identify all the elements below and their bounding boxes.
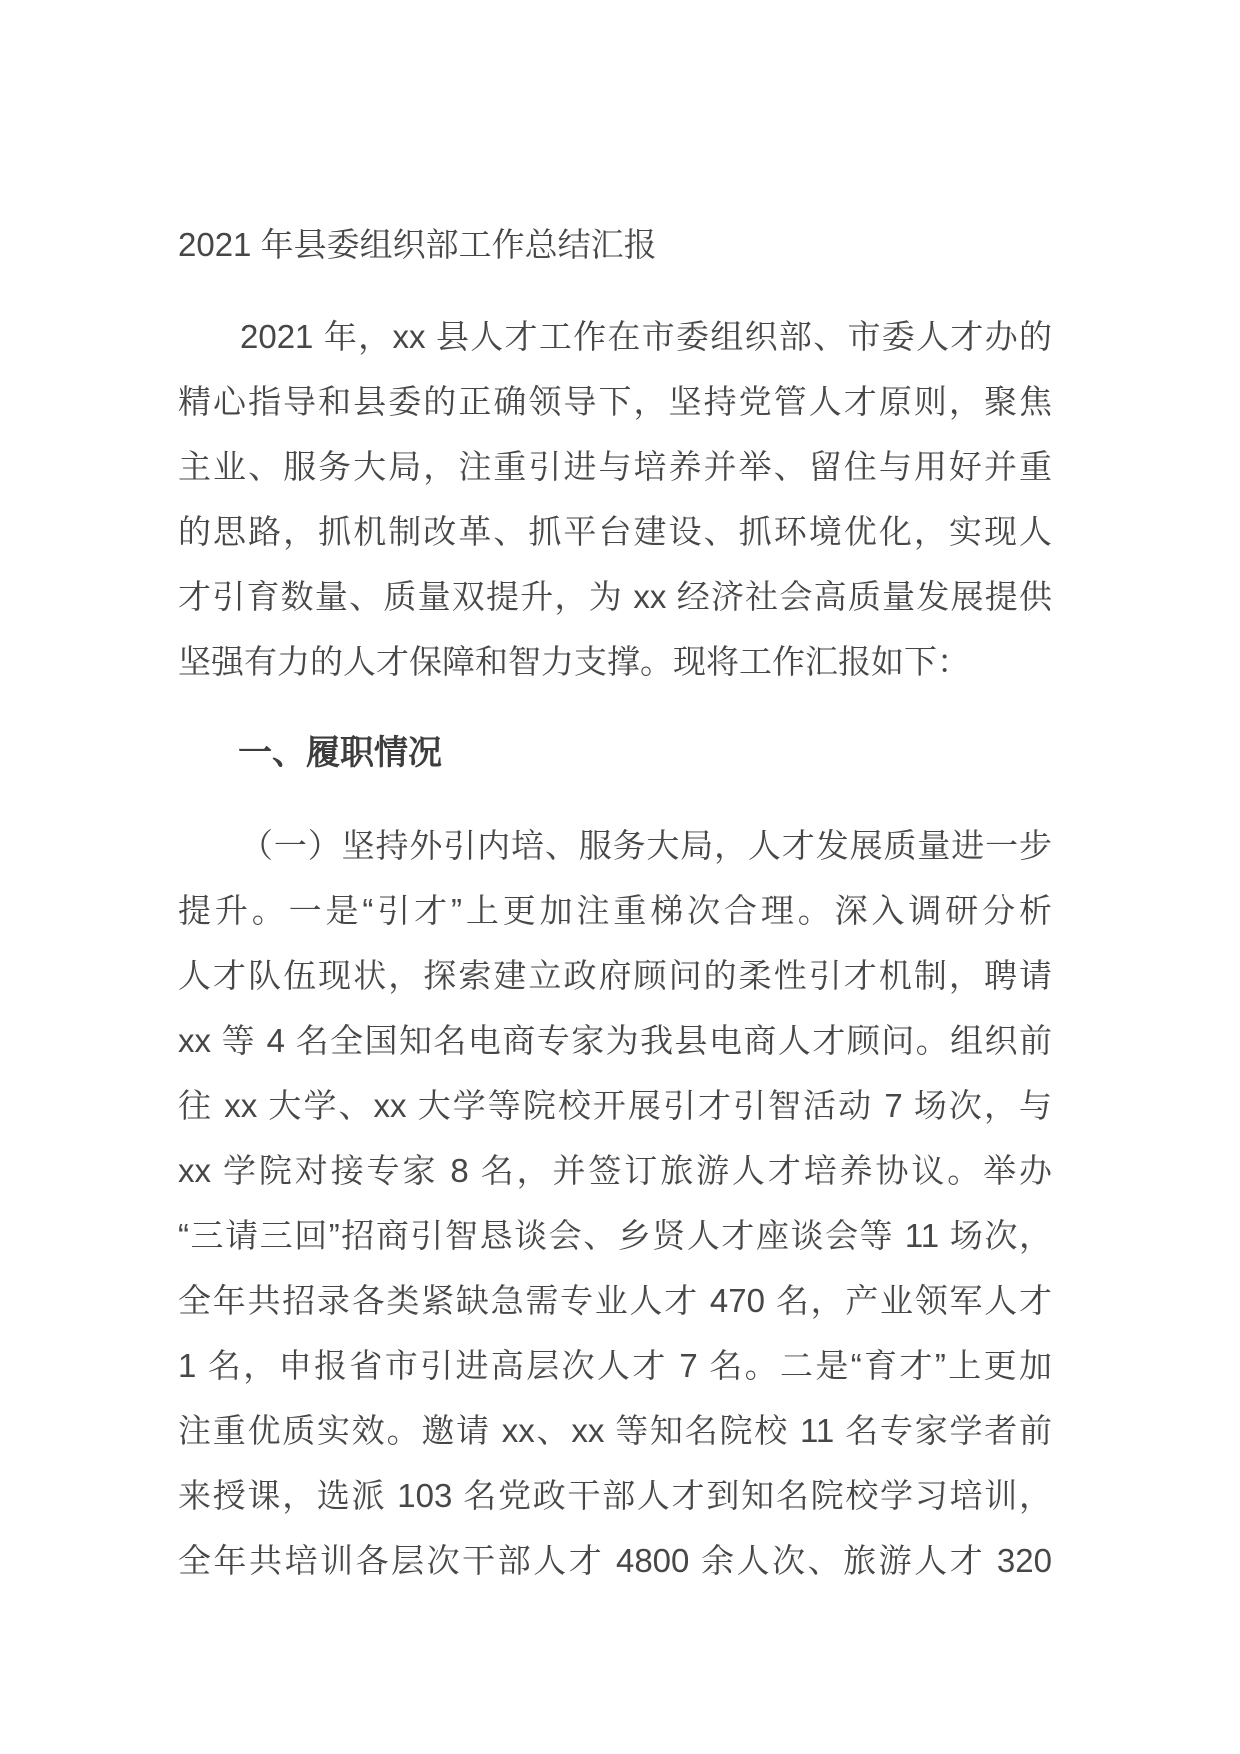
text-line: 才引育数量、质量双提升，为 xx 经济社会高质量发展提供 [178,578,1052,615]
paragraph [178,813,1052,1593]
text-line: 注重优质实效。邀请 xx、xx 等知名院校 11 名专家学者前 [178,1412,1052,1449]
text-line: “三请三回”招商引智恳谈会、乡贤人才座谈会等 11 场次， [178,1217,1052,1254]
text-line: 来授课，选派 103 名党政干部人才到知名院校学习培训， [178,1477,1052,1514]
text-line: 2021 年，xx 县人才工作在市委组织部、市委人才办的 [240,318,1052,355]
section-heading: 一、履职情况 [238,734,442,772]
text-line: （一）坚持外引内培、服务大局，人才发展质量进一步 [240,827,1052,864]
text-line: 人才队伍现状，探索建立政府顾问的柔性引才机制，聘请 [178,957,1052,994]
text-line: 主业、服务大局，注重引进与培养并举、留住与用好并重 [178,448,1052,485]
text-line: 的思路，抓机制改革、抓平台建设、抓环境优化，实现人 [178,513,1052,550]
document-title: 2021 年县委组织部工作总结汇报 [178,226,657,263]
document-body [178,304,1052,1593]
text-line: 全年共招录各类紧缺急需专业人才 470 名，产业领军人才 [178,1282,1052,1319]
text-line: 往 xx 大学、xx 大学等院校开展引才引智活动 7 场次，与 [178,1087,1052,1124]
text-line: xx 学院对接专家 8 名，并签订旅游人才培养协议。举办 [178,1152,1052,1189]
text-line: 精心指导和县委的正确领导下，坚持党管人才原则，聚焦 [178,383,1052,420]
text-line: 1 名，申报省市引进高层次人才 7 名。二是“育才”上更加 [178,1347,1052,1384]
text-line: 全年共培训各层次干部人才 4800 余人次、旅游人才 320 [178,1542,1052,1579]
text-line: xx 等 4 名全国知名电商专家为我县电商人才顾问。组织前 [178,1022,1052,1059]
text-line: 提升。一是“引才”上更加注重梯次合理。深入调研分析 [178,892,1052,929]
paragraph [178,304,1052,694]
text-line: 坚强有力的人才保障和智力支撑。现将工作汇报如下： [178,643,970,680]
